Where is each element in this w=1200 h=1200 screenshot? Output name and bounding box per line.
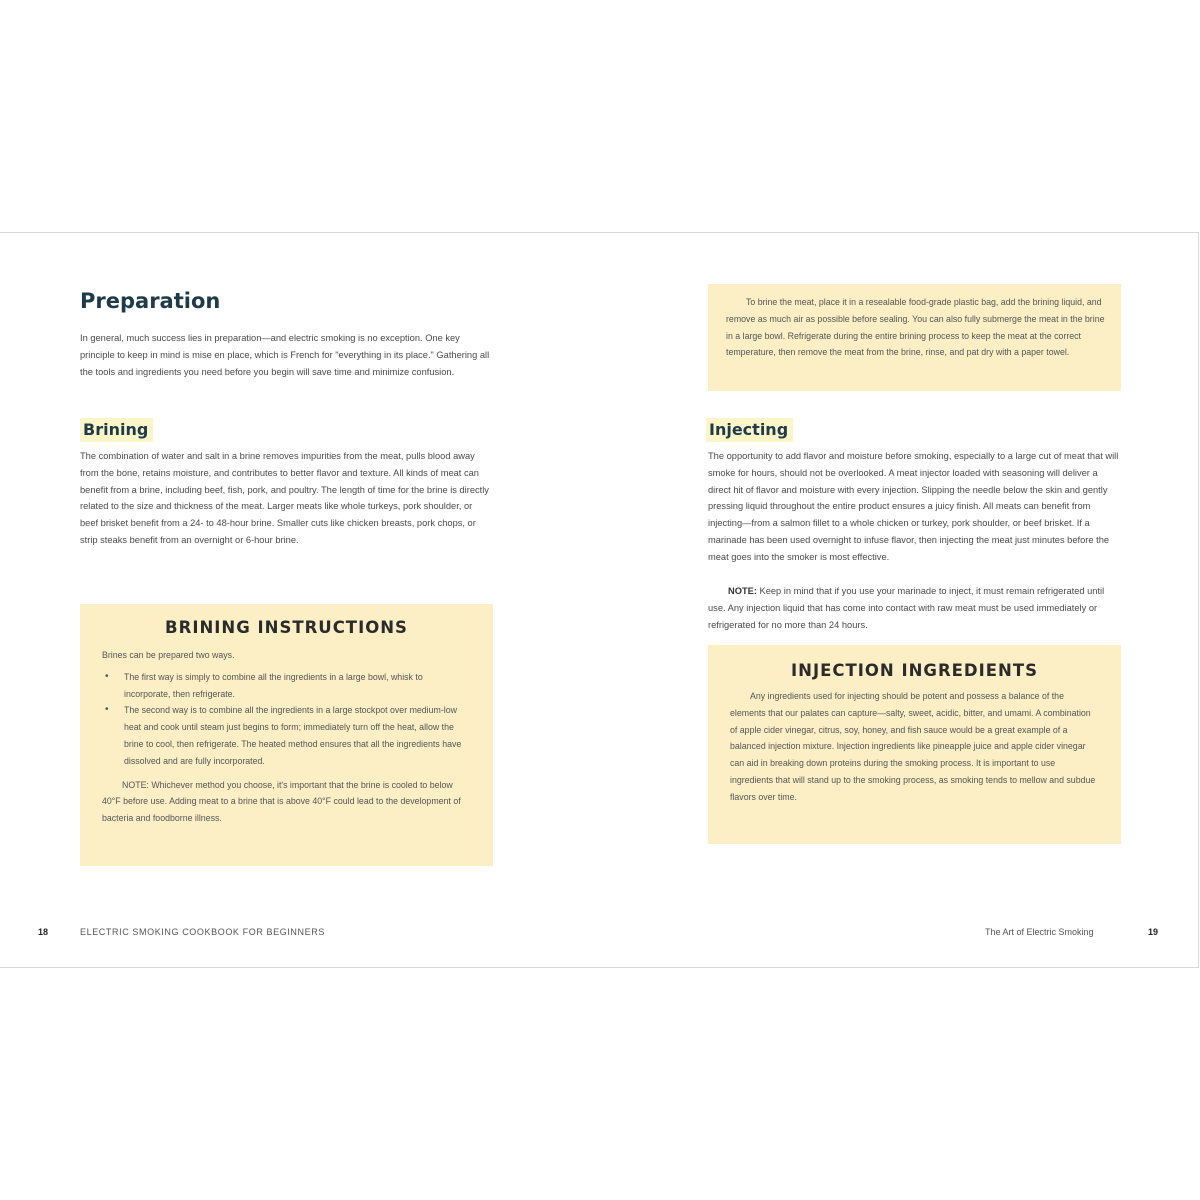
injection-ingredients-title: INJECTION INGREDIENTS [791,661,1038,680]
injection-ingredients-box [708,645,1121,844]
brining-intro: Brines can be prepared two ways. [102,650,235,660]
preparation-body: In general, much success lies in preparation—and electric smoking is no exception. One key principle to keep in mind is mise en place, which is French for "everything in its place." Gathering all the tools and ingredients you need before you begin will save time and minimize confusion. [80,333,490,377]
preparation-heading: Preparation [80,289,221,313]
brining-instructions-title: BRINING INSTRUCTIONS [165,618,408,637]
brine-method-body: To brine the meat, place it in a resealable food-grade plastic bag, add the brining liquid, and remove as much air as possible before sealing. You can also fully submerge the meat in the brine in a large bowl. Refrigerate during the entire brining process to keep the meat at the correct temperature, then remove the meat from the brine, rinse, and pat dry with a paper towel. [726,297,1105,358]
brining-note: NOTE: Whichever method you choose, it's important that the brine is cooled to below 40°F before use. Adding meat to a brine that is above 40°F could lead to the development of bacteria and foodborne illness. [102,779,461,824]
injecting-note [708,583,1121,633]
brining-bullets [102,669,471,770]
brining-instructions-box [80,604,493,866]
injecting-body: The opportunity to add flavor and moisture before smoking, especially to a large cut of meat that will smoke for hours, should not be overlooked. A meat injector loaded with seasoning will deliver a direct hit of flavor and moisture with every injection. Slipping the needle below the skin and gently pressing liquid throughout the entire product ensures a juicy finish. All meats can benefit from injecting—from a salmon fillet to a whole chicken or turkey, pork shoulder, or beef brisket. If a marinade has been used overnight to infuse flavor, then injecting the meat just minutes before the meat goes into the smoker is most effective. [708,451,1119,562]
injecting-note-text: Keep in mind that if you use your marinade to inject, it must remain refrigerated until use. Any injection liquid that has come into contact with raw meat must be used immediately or refrigerated for no more than 24 hours. [708,586,1105,630]
injecting-heading-wrap [706,418,793,442]
brining-heading-wrap [80,418,153,442]
injection-ingredients-body: Any ingredients used for injecting should be potent and possess a balance of the elements that our palates can capture—salty, sweet, acidic, bitter, and umami. A combination of apple cider vinegar, citrus, soy, honey, and fish sauce would be a great example of a balanced injection mixture. Injection ingredients like pineapple juice and apple cider vinegar can aid in breaking down proteins during the smoking process. It is important to use ingredients that will stand up to the smoking process, as smoking tends to mellow and subdue flavors over time. [730,691,1096,802]
brine-method-box [708,284,1121,391]
brining-body: The combination of water and salt in a brine removes impurities from the meat, pulls blood away from the bone, retains moisture, and contributes to better flavor and texture. All kinds of meat can benefit from a brine, including beef, fish, pork, and poultry. The length of time for the brine is directly related to the size and thickness of the meat. Larger meats like whole turkeys, pork shoulder, or beef brisket benefit from a 24- to 48-hour brine. Smaller cuts like chicken breasts, pork chops, or strip steaks benefit from an overnight or 6-hour brine. [80,451,489,545]
list-item: • The second way is to combine all the ingredients in a large stockpot over medium-low heat and cook until steam just begins to form; immediately turn off the heat, allow the brine to cool, then refrigerate. The heated method ensures that all the ingredients have dissolved and are fully incorporated. [102,702,471,769]
left-page-number: 18 [38,927,49,937]
note-label: NOTE: [728,586,757,596]
right-page-number: 19 [1148,927,1159,937]
list-item: • The first way is simply to combine all the ingredients in a large bowl, whisk to incorporate, then refrigerate. [102,669,471,703]
right-running-head: The Art of Electric Smoking [985,927,1094,937]
injecting-heading: Injecting [706,418,793,442]
left-running-head: ELECTRIC SMOKING COOKBOOK FOR BEGINNERS [80,927,325,937]
brining-heading: Brining [80,418,153,442]
